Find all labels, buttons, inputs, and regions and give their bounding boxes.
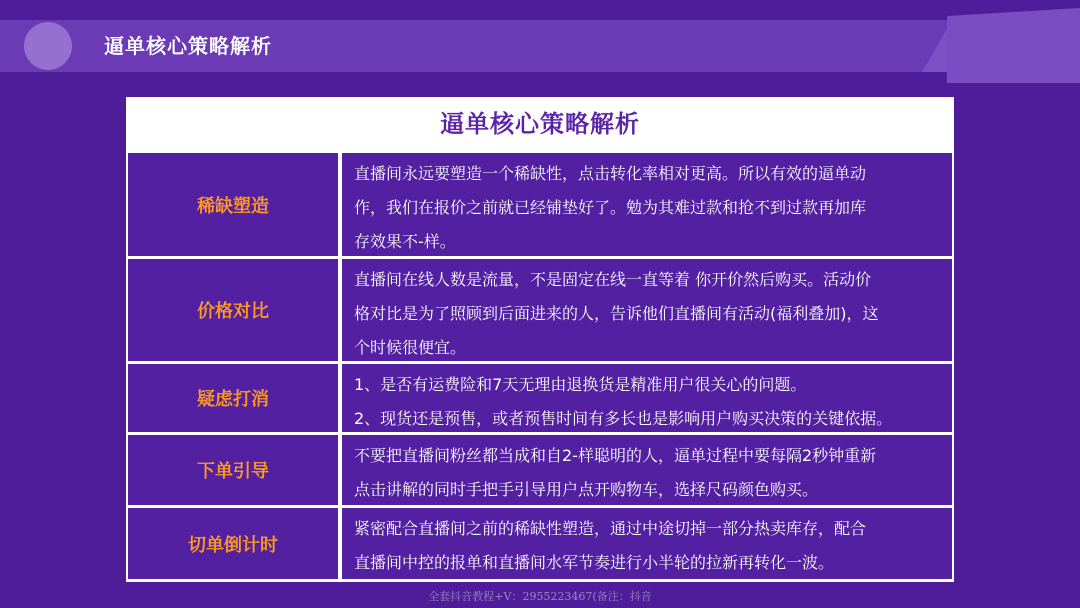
description-line: 点击讲解的同时手把手引导用户点开购物车，选择尺码颜色购买。 <box>354 480 819 499</box>
table-row-countdown <box>128 508 952 579</box>
description-line: 2、现货还是预售，或者预售时间有多长也是影响用户购买决策的关键依据。 <box>354 409 893 428</box>
description-line: 直播间中控的报单和直播间水军节奏进行小半轮的拉新再转化一波。 <box>354 553 835 572</box>
row-label: 下单引导 <box>128 435 338 505</box>
table-row-price-comparison <box>128 259 952 361</box>
row-label: 稀缺塑造 <box>128 153 338 256</box>
row-label: 疑虑打消 <box>128 364 338 432</box>
description-line: 直播间在线人数是流量，不是固定在线一直等着 你开价然后购买。活动价 <box>354 270 872 289</box>
card-title: 逼单核心策略解析 <box>440 110 640 138</box>
description-line: 不要把直播间粉丝都当成和自2-样聪明的人，逼单过程中要每隔2秒钟重新 <box>354 446 877 465</box>
row-description <box>342 508 952 579</box>
description-line: 直播间永远要塑造一个稀缺性，点击转化率相对更高。所以有效的逼单动 <box>354 164 867 183</box>
description-line: 格对比是为了照顾到后面进来的人，告诉他们直播间有活动(福利叠加)，这 <box>354 304 879 323</box>
row-description <box>342 364 952 432</box>
table-row-scarcity <box>128 153 952 256</box>
header-tab-decoration <box>947 8 1080 83</box>
row-label: 价格对比 <box>128 259 338 361</box>
description-line: 存效果不-样。 <box>354 232 456 251</box>
row-description <box>342 435 952 505</box>
row-description <box>342 153 952 256</box>
strategy-card <box>126 97 954 582</box>
page-title: 逼单核心策略解析 <box>104 34 272 58</box>
description-line: 作，我们在报价之前就已经铺垫好了。勉为其难过款和抢不到过款再加库 <box>354 198 867 217</box>
description-line: 1、是否有运费险和7天无理由退换货是精准用户很关心的问题。 <box>354 375 807 394</box>
table-row-order-guidance <box>128 435 952 505</box>
header-circle-decoration <box>24 22 72 70</box>
row-label: 切单倒计时 <box>128 508 338 579</box>
description-line: 紧密配合直播间之前的稀缺性塑造，通过中途切掉一部分热卖库存，配合 <box>354 519 867 538</box>
row-description <box>342 259 952 361</box>
table-row-doubt-removal <box>128 364 952 432</box>
watermark-footer: 全套抖音教程+V：2955223467(备注：抖音 <box>428 590 652 603</box>
description-line: 个时候很便宜。 <box>354 338 467 357</box>
